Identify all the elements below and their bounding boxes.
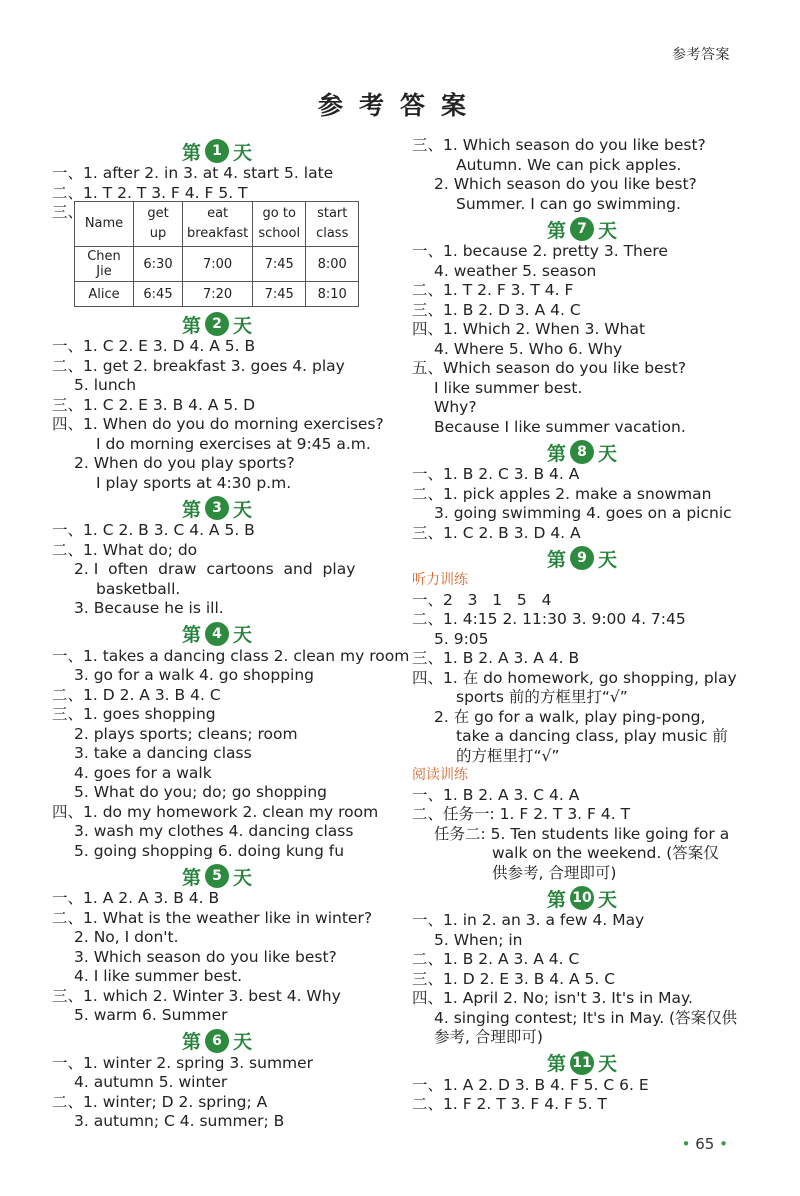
answer-line: 的方框里打“√” — [456, 746, 560, 765]
table-cell: 7:45 — [253, 282, 306, 307]
day-number-badge: 8 — [570, 440, 594, 464]
answer-line: 三、1. which 2. Winter 3. best 4. Why — [52, 986, 341, 1005]
answer-line: 二、1. T 2. T 3. F 4. F 5. T — [52, 183, 248, 202]
day-suffix: 天 — [598, 1053, 618, 1075]
answer-line: 4. I like summer best. — [74, 967, 243, 985]
table-cell: Alice — [75, 282, 134, 307]
answer-line: 五、Which season do you like best? — [412, 359, 687, 377]
answer-line: 一、1. takes a dancing class 2. clean my room — [52, 646, 410, 665]
answer-line: I play sports at 4:30 p.m. — [96, 473, 292, 492]
dot-icon: • — [681, 1135, 691, 1153]
answer-line: 3. autumn; C 4. summer; B — [74, 1112, 285, 1130]
answer-line: 二、1. D 2. A 3. B 4. C — [52, 685, 221, 704]
day-prefix: 第 — [181, 624, 201, 646]
table-cell: 8:00 — [306, 247, 359, 282]
table-cell: 8:10 — [306, 282, 359, 307]
answer-line: 三、1. B 2. A 3. A 4. B — [412, 649, 580, 667]
day-heading-2 — [52, 311, 382, 337]
page-number — [682, 1135, 728, 1153]
table-cell: 6:45 — [134, 282, 183, 307]
answer-line: 一、1. winter 2. spring 3. summer — [52, 1053, 314, 1072]
listening-section-label: 听力训练 — [412, 572, 468, 588]
answer-line: 四、1. Which 2. When 3. What — [412, 320, 646, 338]
answer-line: 2. I often draw cartoons and play — [74, 560, 356, 578]
answer-line: 三、1. B 2. D 3. A 4. C — [412, 300, 581, 319]
day-suffix: 天 — [233, 1031, 253, 1053]
answer-line: 2. Which season do you like best? — [434, 175, 697, 193]
answer-line: 三、1. goes shopping — [52, 705, 216, 723]
day-suffix: 天 — [233, 141, 253, 164]
answer-line: 二、任务一: 1. F 2. T 3. F 4. T — [412, 805, 631, 823]
answer-line: 二、1. B 2. A 3. A 4. C — [412, 950, 580, 968]
answer-line: 3. take a dancing class — [74, 744, 252, 762]
answer-line: Autumn. We can pick apples. — [456, 155, 682, 174]
answer-line: 5. warm 6. Summer — [74, 1006, 228, 1024]
answer-line: walk on the weekend. (答案仅 — [492, 844, 719, 862]
table-row — [75, 282, 359, 307]
table-cell: Chen Jie — [75, 247, 134, 282]
day-number-badge: 4 — [205, 622, 229, 646]
answer-line: 二、1. 4:15 2. 11:30 3. 9:00 4. 7:45 — [412, 610, 686, 628]
table-header-cell: Name — [75, 202, 134, 247]
day-heading-5 — [52, 863, 382, 889]
answer-line: 四、1. do my homework 2. clean my room — [52, 802, 379, 821]
answer-line: 4. singing contest; It's in May. (答案仅供 — [434, 1008, 738, 1027]
answer-line: 二、1. winter; D 2. spring; A — [52, 1092, 268, 1111]
day-prefix: 第 — [546, 1053, 566, 1075]
day-number-badge: 3 — [205, 496, 229, 520]
day-heading-6 — [52, 1028, 382, 1054]
answer-line: 一、1. C 2. B 3. C 4. A 5. B — [52, 521, 255, 539]
answer-line: 四、1. 在 do homework, go shopping, play — [412, 668, 737, 687]
day-number-badge: 5 — [205, 864, 229, 888]
answer-line: 参考, 合理即可) — [434, 1028, 543, 1046]
day-suffix: 天 — [233, 314, 253, 337]
answer-line: I like summer best. — [434, 378, 583, 397]
day-number-badge: 1 — [205, 139, 229, 163]
day-prefix: 第 — [546, 442, 566, 465]
answer-line: 四、1. When do you do morning exercises? — [52, 415, 384, 433]
table-cell: 7:45 — [253, 247, 306, 282]
answer-line: 四、1. April 2. No; isn't 3. It's in May. — [412, 989, 693, 1007]
day-number-badge: 11 — [570, 1051, 594, 1075]
day-suffix: 天 — [598, 888, 618, 911]
day-prefix: 第 — [181, 141, 201, 164]
answer-line: 一、1. B 2. C 3. B 4. A — [412, 465, 580, 483]
answer-line: 供参考, 合理即可) — [492, 863, 617, 882]
answer-line: 5. When; in — [434, 930, 523, 949]
schedule-table — [74, 201, 359, 307]
answer-line: 一、1. C 2. E 3. D 4. A 5. B — [52, 337, 256, 355]
day-suffix: 天 — [233, 624, 253, 646]
table-header-cell: go to school — [253, 202, 306, 247]
answer-line: 2. plays sports; cleans; room — [74, 724, 298, 743]
left-column — [52, 136, 410, 1132]
page-number-text: 65 — [695, 1135, 715, 1153]
answer-line: 二、1. What is the weather like in winter? — [52, 908, 373, 927]
answer-line: 一、1. in 2. an 3. a few 4. May — [412, 911, 645, 929]
day-prefix: 第 — [546, 219, 566, 242]
day-suffix: 天 — [598, 442, 618, 465]
answer-line: I do morning exercises at 9:45 a.m. — [96, 434, 371, 453]
answer-line: 任务二: 5. Ten students like going for a — [434, 824, 730, 843]
day-number-badge: 6 — [205, 1029, 229, 1053]
answer-line: basketball. — [96, 579, 181, 598]
answer-line: 一、1. after 2. in 3. at 4. start 5. late — [52, 164, 334, 182]
day-suffix: 天 — [233, 498, 253, 521]
day-heading-3 — [52, 495, 382, 521]
answer-line: 二、1. pick apples 2. make a snowman — [412, 484, 712, 503]
day-prefix: 第 — [181, 866, 201, 889]
day-suffix: 天 — [598, 548, 618, 571]
day-prefix: 第 — [546, 888, 566, 911]
header-label: 参考答案 — [672, 47, 730, 63]
table-header-cell: eat breakfast — [183, 202, 253, 247]
answer-line: 2. 在 go for a walk, play ping-pong, — [434, 707, 706, 726]
table-header-cell: get up — [134, 202, 183, 247]
answer-line: 3. going swimming 4. goes on a picnic — [434, 504, 732, 522]
day-number-badge: 10 — [570, 886, 594, 910]
day-number-badge: 7 — [570, 217, 594, 241]
table-cell: 6:30 — [134, 247, 183, 282]
answer-line: 2. No, I don't. — [74, 928, 179, 946]
day-number-badge: 2 — [205, 312, 229, 336]
answer-line: 三、1. Which season do you like best? — [412, 136, 706, 154]
day-prefix: 第 — [181, 1031, 201, 1053]
day-number-badge: 9 — [570, 546, 594, 570]
right-column — [412, 136, 752, 1115]
day-prefix: 第 — [546, 548, 566, 571]
day-heading-11 — [412, 1050, 752, 1076]
answer-line: Because I like summer vacation. — [434, 417, 686, 436]
answer-line: 2. When do you play sports? — [74, 454, 295, 472]
answer-line: 一、1. A 2. A 3. B 4. B — [52, 889, 220, 907]
answer-line: 三、 — [52, 203, 84, 221]
reading-section-label: 阅读训练 — [412, 767, 468, 783]
answer-line: 4. weather 5. season — [434, 261, 597, 280]
page-title: 参考答案 — [317, 91, 482, 120]
table-cell: 7:00 — [183, 247, 253, 282]
answer-line: 3. Which season do you like best? — [74, 947, 337, 966]
table-row — [75, 247, 359, 282]
answer-line: take a dancing class, play music 前 — [456, 727, 728, 745]
answer-line: 5. What do you; do; go shopping — [74, 783, 327, 801]
day-heading-10 — [412, 885, 752, 911]
answer-line: 二、1. T 2. F 3. T 4. F — [412, 281, 574, 299]
table-header-cell: start class — [306, 202, 359, 247]
answer-line: 二、1. What do; do — [52, 540, 198, 559]
answer-line: 3. wash my clothes 4. dancing class — [74, 822, 354, 840]
dot-icon: • — [719, 1135, 728, 1153]
answer-line: 一、1. B 2. A 3. C 4. A — [412, 785, 580, 804]
answer-line: sports 前的方框里打“√” — [456, 688, 628, 706]
day-suffix: 天 — [233, 866, 253, 889]
answer-line: 5. lunch — [74, 376, 137, 394]
answer-line: Why? — [434, 398, 477, 416]
answer-line: 一、1. because 2. pretty 3. There — [412, 242, 668, 260]
answer-line: 三、1. C 2. B 3. D 4. A — [412, 523, 581, 542]
day-heading-8 — [412, 439, 752, 465]
answer-line: 4. goes for a walk — [74, 763, 212, 782]
answer-line: 5. 9:05 — [434, 629, 489, 648]
answer-line: 5. going shopping 6. doing kung fu — [74, 841, 345, 860]
answer-line: 4. Where 5. Who 6. Why — [434, 339, 623, 358]
table-cell: 7:20 — [183, 282, 253, 307]
day-heading-1 — [52, 138, 382, 164]
day-suffix: 天 — [598, 219, 618, 242]
day-prefix: 第 — [181, 314, 201, 337]
day-prefix: 第 — [181, 498, 201, 521]
day-heading-9 — [412, 545, 752, 571]
answer-line: 二、1. get 2. breakfast 3. goes 4. play — [52, 356, 345, 375]
answer-line: 二、1. F 2. T 3. F 4. F 5. T — [412, 1095, 607, 1113]
answer-line: 3. go for a walk 4. go shopping — [74, 666, 315, 684]
day-heading-4 — [52, 621, 382, 647]
answer-line: 4. autumn 5. winter — [74, 1073, 228, 1091]
answer-line: Summer. I can go swimming. — [456, 194, 681, 213]
answer-line: 三、1. D 2. E 3. B 4. A 5. C — [412, 969, 616, 988]
answer-line: 三、1. C 2. E 3. B 4. A 5. D — [52, 395, 256, 414]
table-header-row — [75, 202, 359, 247]
answer-line: 一、2 3 1 5 4 — [412, 590, 552, 609]
answer-line: 3. Because he is ill. — [74, 599, 224, 617]
day-heading-7 — [412, 216, 752, 242]
answer-line: 一、1. A 2. D 3. B 4. F 5. C 6. E — [412, 1075, 649, 1094]
